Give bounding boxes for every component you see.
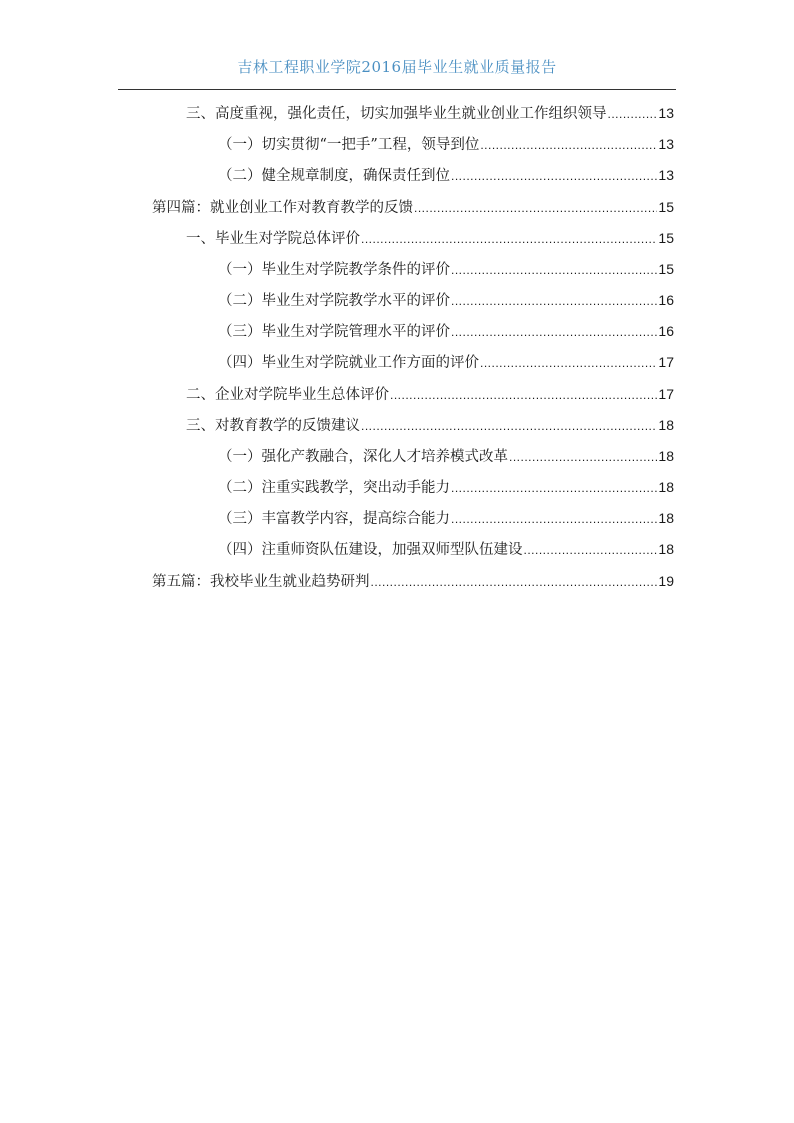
toc-dot-leader bbox=[451, 259, 657, 281]
toc-entry-title: （二）健全规章制度，确保责任到位 bbox=[218, 168, 450, 184]
toc-entry-title: 三、高度重视，强化责任，切实加强毕业生就业创业工作组织领导 bbox=[186, 106, 607, 122]
toc-entry-title: （三）丰富教学内容，提高综合能力 bbox=[218, 511, 450, 527]
toc-entry[interactable] bbox=[186, 414, 674, 436]
toc-dot-leader bbox=[414, 197, 657, 219]
toc-dot-leader bbox=[524, 539, 658, 561]
toc-dot-leader bbox=[361, 415, 657, 437]
toc-entry-title: （一）切实贯彻“一把手”工程，领导到位 bbox=[218, 137, 480, 153]
toc-entry-title: 第五篇：我校毕业生就业趋势研判 bbox=[152, 574, 370, 590]
toc-entry-page: 18 bbox=[658, 510, 674, 526]
toc-dot-leader bbox=[390, 384, 657, 406]
toc-entry[interactable] bbox=[218, 476, 674, 498]
toc-entry-title: 二、企业对学院毕业生总体评价 bbox=[186, 387, 389, 403]
toc-dot-leader bbox=[451, 165, 657, 187]
toc-entry-page: 15 bbox=[658, 230, 674, 246]
toc-entry[interactable] bbox=[218, 538, 674, 560]
toc-entry-title: （四）毕业生对学院就业工作方面的评价 bbox=[218, 355, 479, 371]
toc-dot-leader bbox=[371, 571, 658, 593]
toc-entry[interactable] bbox=[218, 320, 674, 342]
toc-entry-page: 13 bbox=[658, 167, 674, 183]
toc-dot-leader bbox=[509, 446, 657, 468]
toc-dot-leader bbox=[451, 477, 657, 499]
toc-entry-page: 15 bbox=[658, 199, 674, 215]
toc-entry[interactable] bbox=[186, 383, 674, 405]
toc-entry-title: 三、对教育教学的反馈建议 bbox=[186, 418, 360, 434]
toc-dot-leader bbox=[480, 134, 657, 156]
toc-entry-title: （一）毕业生对学院教学条件的评价 bbox=[218, 262, 450, 278]
toc-entry-page: 19 bbox=[658, 573, 674, 589]
toc-entry-page: 16 bbox=[658, 292, 674, 308]
toc-entry-page: 18 bbox=[658, 479, 674, 495]
header-divider bbox=[118, 89, 676, 90]
page-header-title: 吉林工程职业学院2016届毕业生就业质量报告 bbox=[237, 58, 557, 76]
toc-entry-page: 13 bbox=[658, 136, 674, 152]
toc-entry[interactable] bbox=[186, 102, 674, 124]
toc-entry-title: 一、毕业生对学院总体评价 bbox=[186, 231, 360, 247]
toc-entry[interactable] bbox=[186, 227, 674, 249]
toc-entry[interactable] bbox=[152, 570, 674, 592]
toc-entry-title: 第四篇：就业创业工作对教育教学的反馈 bbox=[152, 200, 413, 216]
toc-entry-title: （三）毕业生对学院管理水平的评价 bbox=[218, 324, 450, 340]
toc-entry[interactable] bbox=[218, 289, 674, 311]
toc-entry-page: 18 bbox=[658, 541, 674, 557]
toc-dot-leader bbox=[451, 290, 657, 312]
toc-entry-page: 18 bbox=[658, 448, 674, 464]
toc-entry-title: （一）强化产教融合，深化人才培养模式改革 bbox=[218, 449, 508, 465]
toc-entry-title: （二）毕业生对学院教学水平的评价 bbox=[218, 293, 450, 309]
toc-entry-title: （二）注重实践教学，突出动手能力 bbox=[218, 480, 450, 496]
toc-entry-page: 13 bbox=[658, 105, 674, 121]
toc-dot-leader bbox=[451, 321, 657, 343]
toc-entry[interactable] bbox=[218, 164, 674, 186]
toc-entry-page: 17 bbox=[658, 386, 674, 402]
toc-entry-page: 15 bbox=[658, 261, 674, 277]
toc-dot-leader bbox=[608, 103, 658, 125]
toc-entry-page: 18 bbox=[658, 417, 674, 433]
toc-entry-title: （四）注重师资队伍建设，加强双师型队伍建设 bbox=[218, 542, 523, 558]
toc-entry[interactable] bbox=[218, 133, 674, 155]
toc-entry[interactable] bbox=[152, 196, 674, 218]
toc-entry[interactable] bbox=[218, 507, 674, 529]
toc-entry[interactable] bbox=[218, 258, 674, 280]
toc-dot-leader bbox=[451, 508, 657, 530]
toc-entry[interactable] bbox=[218, 445, 674, 467]
toc-entry-page: 16 bbox=[658, 323, 674, 339]
toc-dot-leader bbox=[361, 228, 657, 250]
toc-entry-page: 17 bbox=[658, 354, 674, 370]
toc-entry[interactable] bbox=[218, 351, 674, 373]
toc-dot-leader bbox=[480, 352, 657, 374]
